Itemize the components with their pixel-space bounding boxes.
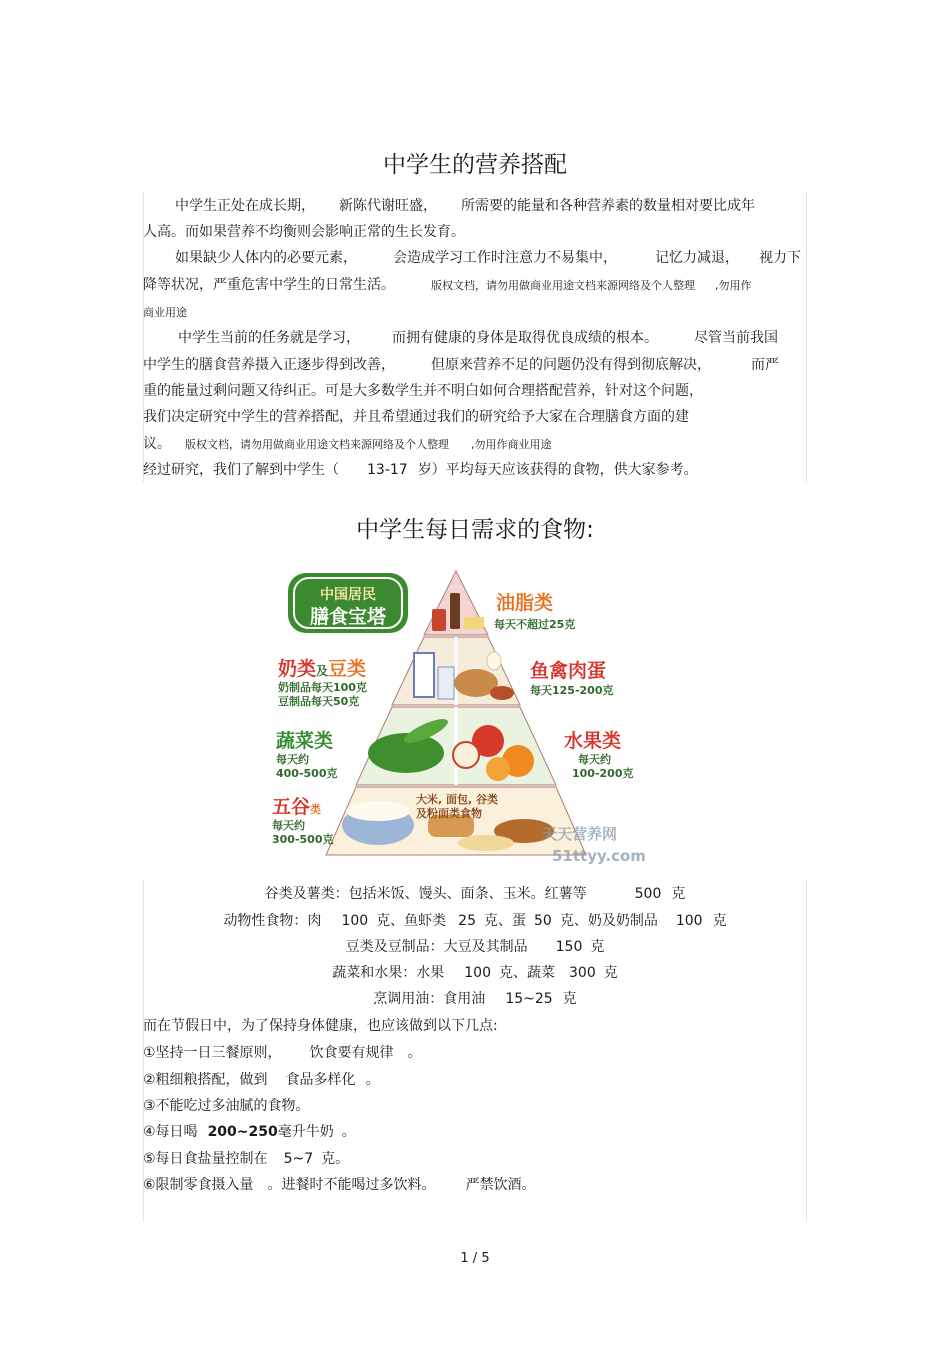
paragraph-2-line-2 — [143, 275, 752, 296]
text-run: 饮食要有规律 — [309, 1045, 394, 1061]
label-meat-amount: 每天125-200克 — [530, 684, 614, 697]
text-run: 但原来营养不足的问题仍没有得到彻底解决， — [431, 357, 711, 373]
salt-amount: 5~7 — [283, 1151, 314, 1167]
text-run: 克。 — [321, 1151, 350, 1167]
text-run: 。 — [407, 1045, 422, 1061]
label-fruit-amount: 100-200克 — [572, 767, 634, 780]
age-range: 13-17 — [367, 462, 408, 478]
tip-1 — [143, 1043, 422, 1063]
text-run: ①坚持一日三餐原则， — [143, 1045, 282, 1061]
label-bean-amount: 豆制品每天50克 — [278, 695, 360, 708]
text-run: 而严 — [751, 357, 779, 373]
unit: 克 — [590, 939, 605, 955]
section-subtitle: 中学生每日需求的食物: — [356, 517, 594, 543]
text-run: 。 — [365, 1072, 380, 1088]
page-number: 1 / 5 — [460, 1251, 490, 1266]
text-run: 经过研究，我们了解到中学生（ — [143, 462, 339, 478]
milk-amount: 200~250 — [207, 1124, 278, 1140]
text-run: 新陈代谢旺盛， — [339, 198, 437, 214]
text-run: 毫升牛奶 — [277, 1124, 334, 1140]
holiday-intro: 而在节假日中，为了保持身体健康，也应该做到以下几点: — [143, 1018, 498, 1034]
watermark-line-1: 天天营养网 — [542, 825, 618, 843]
text-run: 议。 — [143, 436, 171, 452]
apple-half-icon — [453, 742, 479, 768]
tip-6 — [143, 1175, 536, 1195]
document-title: 中学生的营养搭配 — [383, 152, 567, 178]
paragraph-3-line-2 — [143, 355, 779, 375]
amount: 150 — [555, 939, 583, 955]
rice-icon — [346, 801, 410, 821]
unit: 克 — [562, 991, 577, 1007]
tip-2 — [143, 1070, 380, 1090]
copyright-notice-2: 版权文档，请勿用做商业用途文档来源网络及个人整理 — [185, 438, 449, 451]
margin-rule-right — [806, 192, 807, 482]
text-run: 降等状况，严重危害中学生的日常生活。 — [143, 277, 395, 293]
amount: 300 — [569, 965, 596, 981]
text-run: 岁）平均每天应该获得的食物，供大家参考。 — [417, 462, 698, 478]
sausage-icon — [490, 686, 514, 700]
egg-icon — [487, 652, 501, 670]
food-pyramid-illustration — [266, 563, 646, 868]
label-meat: 鱼禽肉蛋 — [530, 660, 607, 682]
amount: 100 — [675, 913, 703, 929]
text-run: 。进餐时不能喝过多饮料。 — [267, 1177, 436, 1193]
text-run: 所需要的能量和各种营养素的数量相对要比成年 — [461, 198, 755, 214]
text-run: 克、奶及奶制品 — [559, 913, 658, 929]
paragraph-2-line-1 — [175, 248, 801, 268]
food-item-veg-fruit — [0, 963, 950, 983]
copyright-notice: 版权文档，请勿用做商业用途文档来源网络及个人整理 — [431, 279, 695, 292]
paragraph-3-line-4: 我们决定研究中学生的营养搭配，并且希望通过我们的研究给予大家在合理膳食方面的建 — [143, 409, 689, 425]
unit: 克 — [603, 965, 618, 981]
margin-rule-right-2 — [806, 880, 807, 1222]
text-run: 严禁饮酒。 — [465, 1177, 536, 1193]
noodles-icon — [458, 835, 514, 851]
paragraph-1-line-1 — [175, 196, 755, 216]
text-run: ④每日喝 — [143, 1124, 198, 1140]
label-dairy: 奶类及豆类 — [278, 658, 367, 680]
text-run: 尽管当前我国 — [694, 330, 778, 346]
text-run: 中学生当前的任务就是学习， — [178, 330, 360, 346]
paragraph-3-line-3: 重的能量过剩问题又待纠正。可是大多数学生并不明白如何合理搭配营养，针对这个问题， — [143, 383, 703, 399]
text-run: ⑥限制零食摄入量 — [143, 1177, 254, 1193]
text-run: 食品多样化 — [285, 1072, 356, 1088]
text-run: 视力下 — [759, 250, 801, 266]
text-run: 蔬菜和水果：水果 — [332, 965, 445, 981]
milk-carton-icon — [414, 653, 434, 697]
food-item-animal — [0, 911, 950, 931]
text-run: 克、蛋 — [484, 913, 526, 929]
label-dairy-amount: 奶制品每天100克 — [278, 681, 367, 694]
oil-can-icon — [432, 609, 446, 631]
food-item-beans — [0, 937, 950, 957]
text-run: 。 — [341, 1124, 356, 1140]
unit: 克 — [712, 913, 727, 929]
badge-line-2: 膳食宝塔 — [309, 606, 387, 628]
text-run: 而拥有健康的身体是取得优良成绩的根本。 — [392, 330, 658, 346]
text-run: 中学生的膳食营养摄入正逐步得到改善， — [143, 357, 395, 373]
label-grain-note-1: 大米, 面包, 谷类 — [416, 793, 499, 806]
text-run: 会造成学习工作时注意力不易集中， — [393, 250, 617, 266]
label-grain-note-2: 及粉面类食物 — [416, 807, 482, 820]
label-fruit-sub: 每天约 — [578, 753, 611, 766]
label-veg-amount: 400-500克 — [276, 767, 338, 780]
badge-line-1: 中国居民 — [320, 587, 376, 603]
label-oil-amount: 每天不超过25克 — [494, 618, 576, 631]
text-run: 烹调用油：食用油 — [373, 991, 486, 1007]
food-item-oil — [0, 989, 950, 1009]
text-run: 记忆力减退， — [655, 250, 739, 266]
paragraph-4 — [143, 460, 698, 480]
text-run: 如果缺少人体内的必要元素， — [175, 250, 357, 266]
tip-4 — [143, 1122, 356, 1142]
tip-3: ③不能吃过多油腻的食物。 — [143, 1098, 310, 1114]
label-grain-amount: 300-500克 — [272, 833, 334, 846]
text-run: 克、蔬菜 — [499, 965, 555, 981]
milk-bottle-icon — [438, 667, 454, 699]
watermark-line-2: 51ttyy.com — [552, 847, 646, 865]
amount: 100 — [341, 913, 369, 929]
food-item-grains — [0, 884, 950, 904]
text-run: ②粗细粮搭配，做到 — [143, 1072, 268, 1088]
amount: 15~25 — [505, 991, 553, 1007]
tip-5 — [143, 1149, 349, 1169]
text-run: 豆类及豆制品：大豆及其制品 — [345, 939, 528, 955]
oil-bottle-icon — [450, 593, 460, 629]
butter-icon — [464, 617, 484, 629]
label-veg-sub: 每天约 — [276, 753, 309, 766]
amount: 100 — [464, 965, 491, 981]
text-run: ⑤每日食盐量控制在 — [143, 1151, 268, 1167]
label-veg: 蔬菜类 — [276, 730, 334, 752]
copyright-notice-tail: ,勿用作 — [715, 279, 752, 292]
unit: 克 — [671, 886, 686, 902]
paragraph-3-line-1 — [178, 328, 778, 348]
copyright-notice-end: 商业用途 — [143, 306, 187, 319]
paragraph-1-line-2: 人高。而如果营养不均衡则会影响正常的生长发育。 — [143, 224, 465, 240]
paragraph-3-line-5 — [143, 434, 552, 455]
label-grain: 五谷类 — [272, 796, 322, 818]
label-fruit: 水果类 — [564, 730, 622, 752]
text-run: 动物性食物：肉 — [223, 913, 322, 929]
label-grain-sub: 每天约 — [272, 819, 305, 832]
label-oil: 油脂类 — [496, 592, 554, 614]
amount: 500 — [634, 886, 662, 902]
amount: 25 — [458, 913, 476, 929]
text-run: 克、鱼虾类 — [376, 913, 447, 929]
copyright-notice-2-tail: ,勿用作商业用途 — [471, 438, 552, 451]
amount: 50 — [534, 913, 552, 929]
text-run: 谷类及薯类：包括米饭、馒头、面条、玉米。红薯等 — [264, 886, 587, 902]
orange-icon-2 — [486, 757, 510, 781]
text-run: 中学生正处在成长期， — [175, 198, 315, 214]
